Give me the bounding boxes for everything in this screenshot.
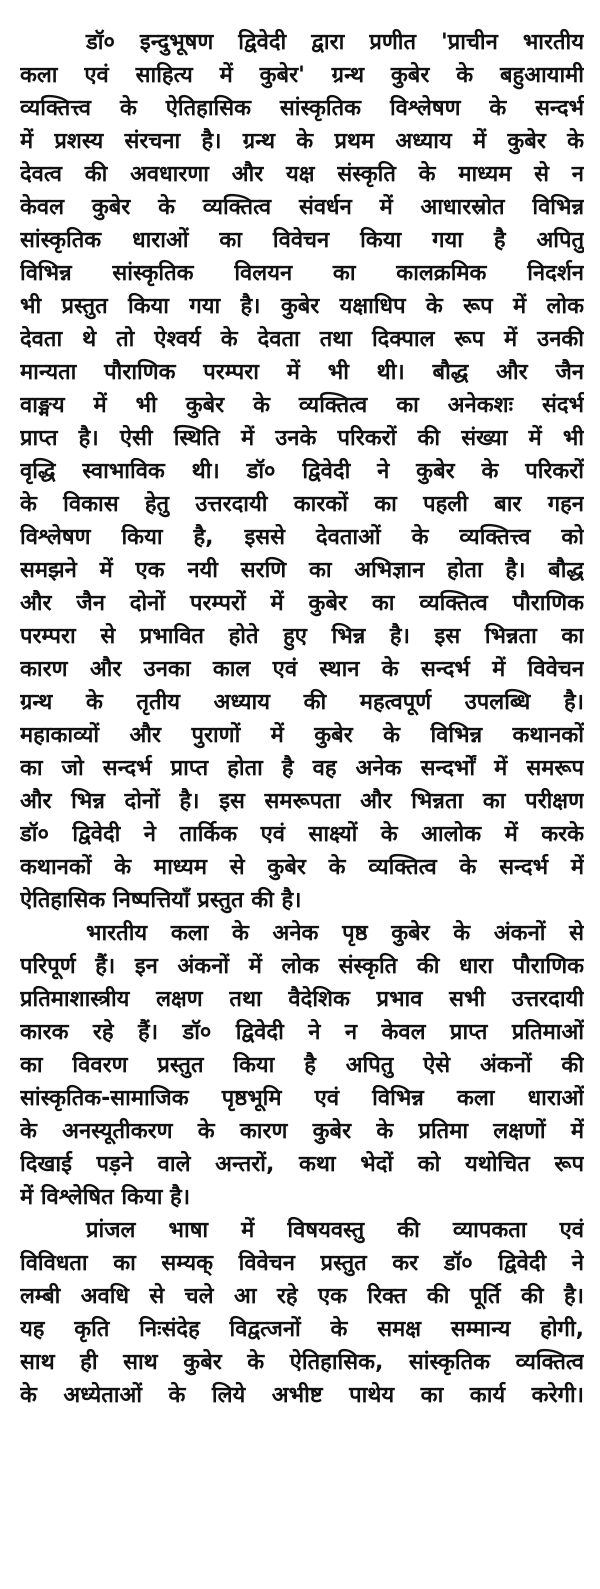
text-line: और जैन दोनों परम्परों में कुबेर का व्यक्तित्व पौराणिक <box>20 591 584 616</box>
text-line: ऐतिहासिक निष्पत्तियाँ प्रस्तुत की है। <box>20 888 302 913</box>
text-line: मान्यता पौराणिक परम्परा में भी थी। बौद्ध और जैन <box>20 360 584 385</box>
text-line: कला एवं साहित्य में कुबेर' ग्रन्थ कुबेर के बहुआयामी <box>20 63 584 88</box>
text-line: वाङ्मय में भी कुबेर के व्यक्तित्व का अनेकशः संदर्भ <box>20 393 584 418</box>
text-line: विश्लेषण किया है, इससे देवताओं के व्यक्तित्त्व को <box>20 525 584 550</box>
text-line: विविधता का सम्यक् विवेचन प्रस्तुत कर डॉ० द्विवेदी ने <box>20 1251 584 1276</box>
text-line: के अध्येताओं के लिये अभीष्ट पाथेय का कार्य करेगी। <box>20 1383 584 1408</box>
text-line: भारतीय कला के अनेक पृष्ठ कुबेर के अंकनों से <box>86 921 584 946</box>
text-line: कारक रहे हैं। डॉ० द्विवेदी ने न केवल प्राप्त प्रतिमाओं <box>20 1020 584 1045</box>
text-line: परम्परा से प्रभावित होते हुए भिन्न है। इस भिन्नता का <box>20 624 584 649</box>
text-line: का विवरण प्रस्तुत किया है अपितु ऐसे अंकनों की <box>20 1053 584 1078</box>
text-line: डॉ० द्विवेदी ने तार्किक एवं साक्ष्यों के आलोक में करके <box>20 822 584 847</box>
paragraph-3 <box>20 1214 584 1412</box>
paragraph-1 <box>20 26 584 917</box>
text-line: वृद्धि स्वाभाविक थी। डॉ० द्विवेदी ने कुबेर के परिकरों <box>20 459 584 484</box>
text-line: देवत्व की अवधारणा और यक्ष संस्कृति के माध्यम से न <box>20 162 584 187</box>
text-line: और भिन्न दोनों है। इस समरूपता और भिन्नता का परीक्षण <box>20 789 584 814</box>
text-line: देवता थे तो ऐश्वर्य के देवता तथा दिक्पाल रूप में उनकी <box>20 327 584 352</box>
text-line: का जो सन्दर्भ प्राप्त होता है वह अनेक सन्दर्भों में समरूप <box>20 756 584 781</box>
text-line: साथ ही साथ कुबेर के ऐतिहासिक, सांस्कृतिक व्यक्तित्व <box>20 1350 584 1375</box>
text-line: कथानकों के माध्यम से कुबेर के व्यक्तित्व के सन्दर्भ में <box>20 855 584 880</box>
text-line: लम्बी अवधि से चले आ रहे एक रिक्त की पूर्ति की है। <box>20 1284 584 1309</box>
text-line: कारण और उनका काल एवं स्थान के सन्दर्भ में विवेचन <box>20 657 584 682</box>
text-line: समझने में एक नयी सरणि का अभिज्ञान होता है। बौद्ध <box>20 558 584 583</box>
text-line: केवल कुबेर के व्यक्तित्व संवर्धन में आधारस्रोत विभिन्न <box>20 195 584 220</box>
text-line: दिखाई पड़ने वाले अन्तरों, कथा भेदों को यथोचित रूप <box>20 1152 584 1177</box>
text-line: के विकास हेतु उत्तरदायी कारकों का पहली बार गहन <box>20 492 584 517</box>
text-line: भी प्रस्तुत किया गया है। कुबेर यक्षाधिप के रूप में लोक <box>20 294 584 319</box>
text-line: यह कृति निःसंदेह विद्वत्जनों के समक्ष सम्मान्य होगी, <box>20 1317 584 1342</box>
text-line: प्रांजल भाषा में विषयवस्तु की व्यापकता एवं <box>86 1218 584 1243</box>
text-line: प्रतिमाशास्त्रीय लक्षण तथा वैदेशिक प्रभाव सभी उत्तरदायी <box>20 987 584 1012</box>
text-line: डॉ० इन्दुभूषण द्विवेदी द्वारा प्रणीत 'प्राचीन भारतीय <box>86 30 584 55</box>
text-line: में विश्लेषित किया है। <box>20 1185 191 1210</box>
text-line: के अनस्यूतीकरण के कारण कुबेर के प्रतिमा लक्षणों में <box>20 1119 584 1144</box>
text-line: ग्रन्थ के तृतीय अध्याय की महत्वपूर्ण उपलब्धि है। <box>20 690 584 715</box>
text-line: परिपूर्ण हैं। इन अंकनों में लोक संस्कृति की धारा पौराणिक <box>20 954 584 979</box>
text-line: व्यक्तित्त्व के ऐतिहासिक सांस्कृतिक विश्लेषण के सन्दर्भ <box>20 96 584 121</box>
text-line: में प्रशस्य संरचना है। ग्रन्थ के प्रथम अध्याय में कुबेर के <box>20 129 584 154</box>
paragraph-2 <box>20 917 584 1214</box>
text-line: प्राप्त है। ऐसी स्थिति में उनके परिकरों की संख्या में भी <box>20 426 584 451</box>
text-line: सांस्कृतिक धाराओं का विवेचन किया गया है अपितु <box>20 228 584 253</box>
text-line: महाकाव्यों और पुराणों में कुबेर के विभिन्न कथानकों <box>20 723 584 748</box>
text-line: विभिन्न सांस्कृतिक विलयन का कालक्रमिक निदर्शन <box>20 261 584 286</box>
text-line: सांस्कृतिक-सामाजिक पृष्ठभूमि एवं विभिन्न कला धाराओं <box>20 1086 584 1111</box>
